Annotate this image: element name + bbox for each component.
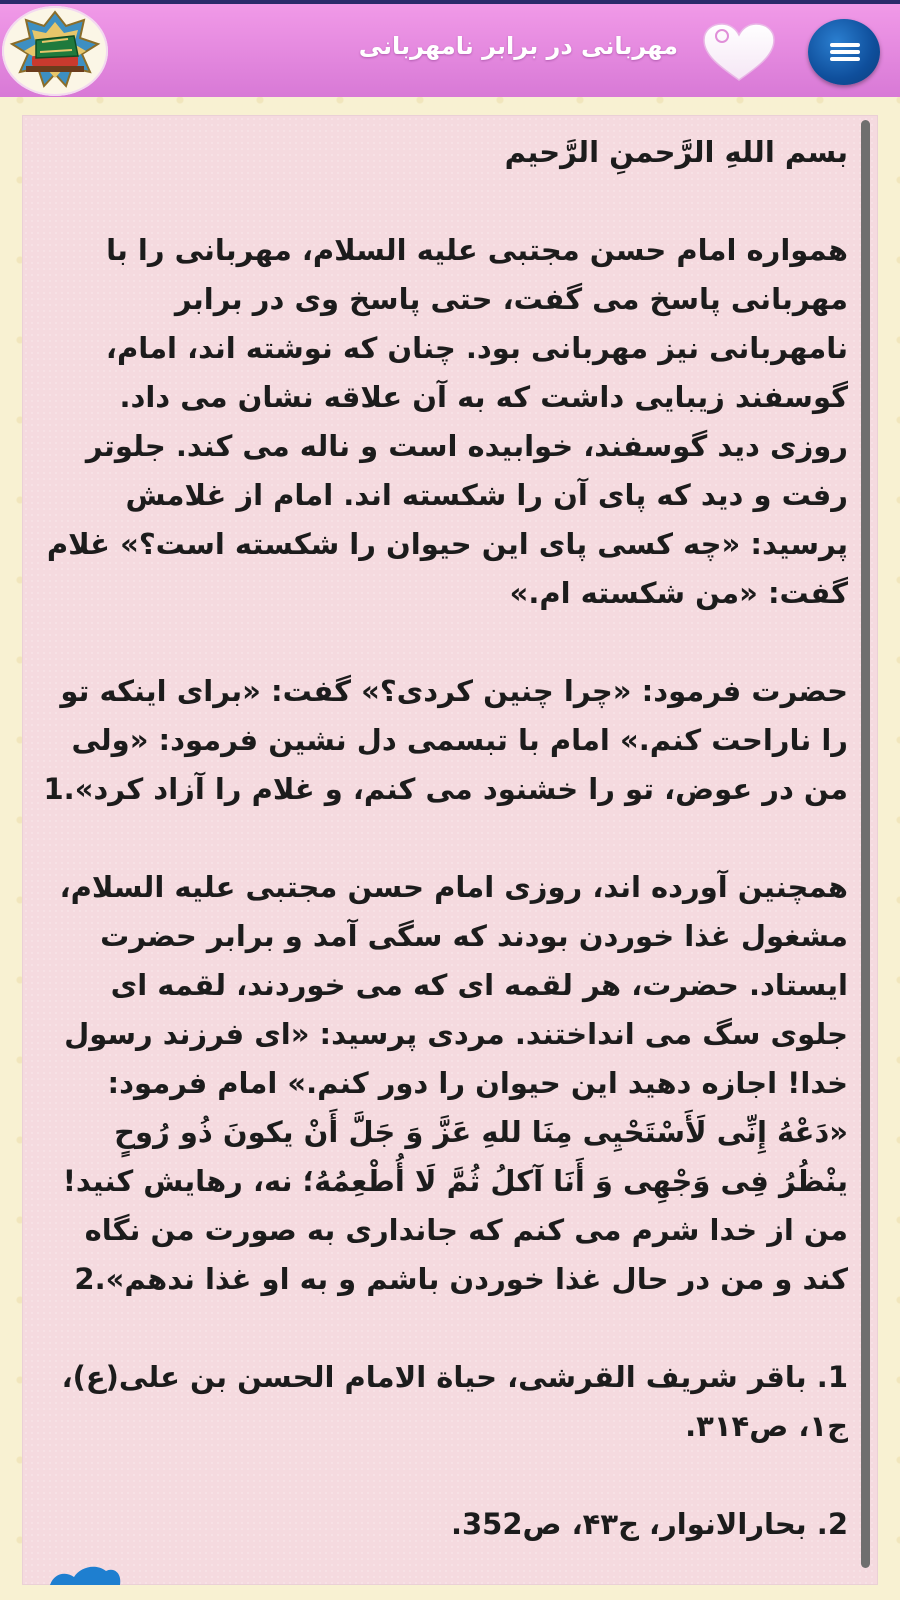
app-bar [0,0,900,97]
app-title: مهربانی در برابر نامهربانی [358,32,678,60]
paragraph-2: حضرت فرمود: «چرا چنین کردی؟» گفت: «برای اینکه تو را ناراحت کنم.» امام با تبسمی دل نشین فرمود: «ولی من در عوض، تو را خشنود می کنم، و غلام را آزاد کرد».1 [43,674,848,806]
favorite-heart-icon [700,22,778,84]
heart-icon[interactable] [700,22,778,84]
partial-blue-icon [40,1545,125,1600]
menu-button[interactable] [808,19,880,85]
scrollbar[interactable] [861,120,870,1568]
menu-line-icon [830,50,860,54]
quran-book-icon [2,6,108,96]
reference-2: 2. بحارالانوار، ج۴۳، ص352. [450,1507,848,1541]
menu-line-icon [830,43,860,47]
content-card[interactable] [22,115,878,1585]
quran-book-logo[interactable] [2,6,108,96]
menu-line-icon [830,57,860,61]
article-text [43,128,848,1549]
bismillah: بسم اللهِ الرَّحمنِ الرَّحیم [504,135,848,169]
reference-1: 1. باقر شریف القرشی، حیاة الامام الحسن بن علی(ع)، ج۱، ص۳۱۴. [61,1360,848,1443]
paragraph-3: همچنین آورده اند، روزی امام حسن مجتبی علیه السلام، مشغول غذا خوردن بودند که سگی آمد و برابر حضرت ایستاد. حضرت، هر لقمه ای که می خوردند، لقمه ای جلوی سگ می انداختند. مردی پرسید: «ای فرزند رسول خدا! اجازه دهید این حیوان را دور کنم.» امام فرمود: «دَعْهُ إِنِّی لَأَسْتَحْیِی مِنَا للهِ عَزَّ وَ جَلَّ أَنْ یکونَ ذُو رُوحٍ ینْظُرُ فِی وَجْهِی وَ أَنَا آکلُ ثُمَّ لَا أُطْعِمُهُ؛ نه، رهایش کنید! من از خدا شرم می کنم که جانداری به صورت من نگاه کند و من در حال غذا خوردن باشم و به او غذا ندهم».2 [59,870,848,1296]
paragraph-1: همواره امام حسن مجتبی علیه السلام، مهربانی را با مهربانی پاسخ می گفت، حتی پاسخ وی در برابر نامهربانی نیز مهربانی بود. چنان که نوشته اند، امام، گوسفند زیبایی داشت که به آن علاقه نشان می داد. روزی دید گوسفند، خوابیده است و ناله می کند. جلوتر رفت و دید که پای آن را شکسته اند. امام از غلامش پرسید: «چه کسی پای این حیوان را شکسته است؟» غلام گفت: «من شکسته ام.» [46,233,848,610]
